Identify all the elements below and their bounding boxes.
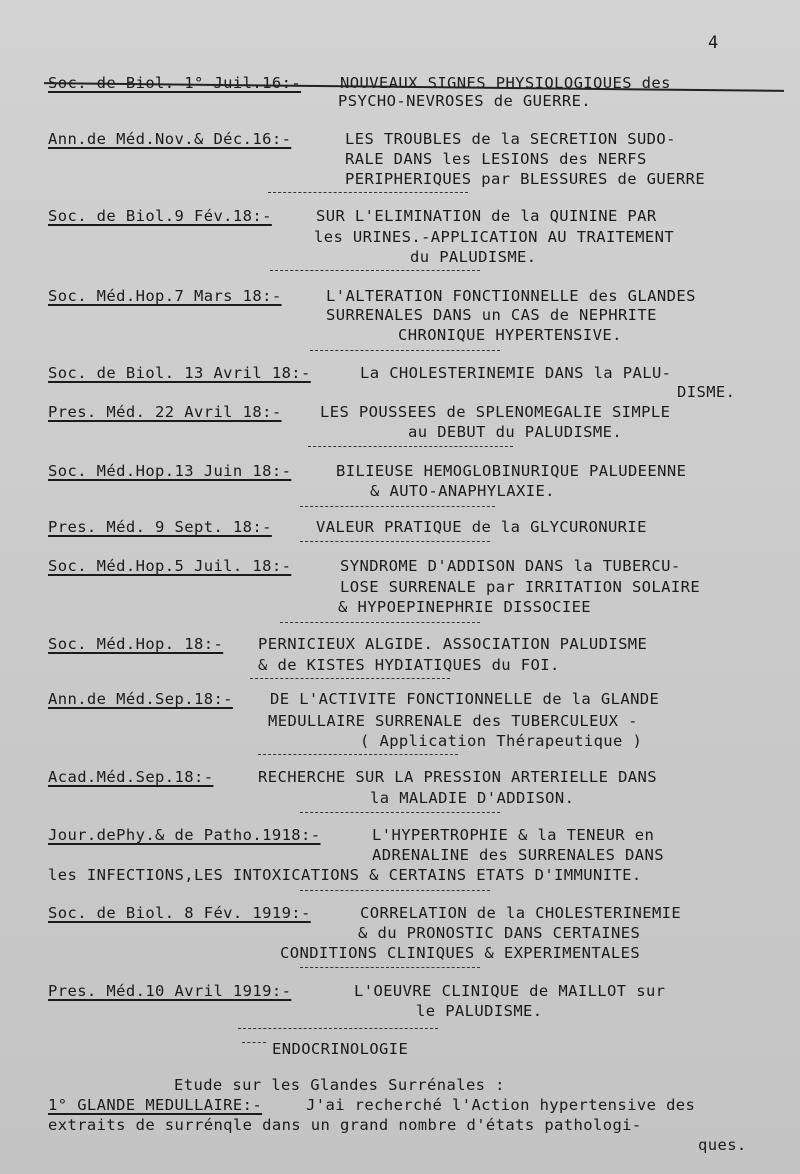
separator-dashes xyxy=(250,678,450,679)
entry-title-line: la MALADIE D'ADDISON. xyxy=(370,789,575,807)
entry-title-line: SUR L'ELIMINATION de la QUININE PAR xyxy=(316,207,657,225)
entry-title-line: L'HYPERTROPHIE & la TENEUR en xyxy=(372,826,655,844)
entry-title-line: L'OEUVRE CLINIQUE de MAILLOT sur xyxy=(354,982,666,1000)
section-heading: ENDOCRINOLOGIE xyxy=(272,1040,409,1058)
entry-source: Soc. de Biol. 13 Avril 18:- xyxy=(48,364,311,382)
separator-dashes xyxy=(300,812,500,813)
entry-title-line: SYNDROME D'ADDISON DANS la TUBERCU- xyxy=(340,557,681,575)
entry-title-line: ADRENALINE des SURRENALES DANS xyxy=(372,846,664,864)
entry-title-line: PERIPHERIQUES par BLESSURES de GUERRE xyxy=(345,170,706,188)
entry-title-line: PERNICIEUX ALGIDE. ASSOCIATION PALUDISME xyxy=(258,635,648,653)
entry-title-line: CHRONIQUE HYPERTENSIVE. xyxy=(398,326,622,344)
entry-title-line: BILIEUSE HEMOGLOBINURIQUE PALUDEENNE xyxy=(336,462,687,480)
separator-dashes xyxy=(300,506,495,507)
entry-source: Acad.Méd.Sep.18:- xyxy=(48,768,214,786)
entry-title-line: DISME. xyxy=(677,383,736,401)
entry-title-line: LES TROUBLES de la SECRETION SUDO- xyxy=(345,130,676,148)
separator-dashes xyxy=(270,270,480,271)
section-text-line: extraits de surrénqle dans un grand nombre d'états pathologi- xyxy=(48,1116,642,1134)
entry-source: Soc. Méd.Hop.7 Mars 18:- xyxy=(48,287,282,305)
separator-dashes xyxy=(280,622,480,623)
section-text-line: ques. xyxy=(698,1136,747,1154)
entry-title-line: CONDITIONS CLINIQUES & EXPERIMENTALES xyxy=(280,944,641,962)
entry-title-line: du PALUDISME. xyxy=(410,248,537,266)
entry-title-line: les INFECTIONS,LES INTOXICATIONS & CERTAINS ETATS D'IMMUNITE. xyxy=(48,866,642,884)
entry-title-line: au DEBUT du PALUDISME. xyxy=(408,423,623,441)
entry-source: Ann.de Méd.Nov.& Déc.16:- xyxy=(48,130,292,148)
entry-title-line: & de KISTES HYDIATIQUES du FOI. xyxy=(258,656,560,674)
entry-source: Soc. de Biol. 8 Fév. 1919:- xyxy=(48,904,311,922)
entry-title-line: & HYPOEPINEPHRIE DISSOCIEE xyxy=(338,598,592,616)
section-item-label: 1° GLANDE MEDULLAIRE:- xyxy=(48,1096,263,1114)
entry-title-line: NOUVEAUX SIGNES PHYSIOLOGIQUES des xyxy=(340,74,671,92)
entry-title-line: DE L'ACTIVITE FONCTIONNELLE de la GLANDE xyxy=(270,690,660,708)
section-subheading: Etude sur les Glandes Surrénales : xyxy=(174,1076,505,1094)
separator-dashes xyxy=(310,350,500,351)
entry-source: Pres. Méd. 9 Sept. 18:- xyxy=(48,518,272,536)
separator-dashes xyxy=(258,754,458,755)
entry-source: Pres. Méd. 22 Avril 18:- xyxy=(48,403,282,421)
separator-dashes xyxy=(308,446,513,447)
entry-title-line: VALEUR PRATIQUE de la GLYCURONURIE xyxy=(316,518,647,536)
entry-source: Ann.de Méd.Sep.18:- xyxy=(48,690,233,708)
entry-title-line: CORRELATION de la CHOLESTERINEMIE xyxy=(360,904,682,922)
entry-title-line: RALE DANS les LESIONS des NERFS xyxy=(345,150,647,168)
page-number: 4 xyxy=(708,33,719,53)
separator-dashes xyxy=(238,1028,438,1029)
entry-title-line: LOSE SURRENALE par IRRITATION SOLAIRE xyxy=(340,578,701,596)
entry-source: Soc. Méd.Hop.13 Juin 18:- xyxy=(48,462,292,480)
entry-title-line: ( Application Thérapeutique ) xyxy=(360,732,643,750)
entry-source: Soc. de Biol. 1° Juil.16:- xyxy=(48,74,302,92)
entry-title-line: LES POUSSEES de SPLENOMEGALIE SIMPLE xyxy=(320,403,671,421)
separator-dashes xyxy=(268,192,468,193)
entry-source: Soc. Méd.Hop. 18:- xyxy=(48,635,224,653)
separator-dashes xyxy=(300,967,480,968)
entry-title-line: les URINES.-APPLICATION AU TRAITEMENT xyxy=(314,228,675,246)
separator-dashes xyxy=(300,541,490,542)
entry-title-line: & du PRONOSTIC DANS CERTAINES xyxy=(358,924,641,942)
entry-source: Pres. Méd.10 Avril 1919:- xyxy=(48,982,292,1000)
section-text-line: J'ai recherché l'Action hypertensive des xyxy=(306,1096,696,1114)
entry-title-line: RECHERCHE SUR LA PRESSION ARTERIELLE DANS xyxy=(258,768,658,786)
entry-title-line: MEDULLAIRE SURRENALE des TUBERCULEUX - xyxy=(268,712,638,730)
entry-title-line: & AUTO-ANAPHYLAXIE. xyxy=(370,482,555,500)
entry-title-line: SURRENALES DANS un CAS de NEPHRITE xyxy=(326,306,657,324)
separator-dashes xyxy=(300,890,490,891)
entry-title-line: L'ALTERATION FONCTIONNELLE des GLANDES xyxy=(326,287,696,305)
separator-dashes xyxy=(242,1042,266,1043)
entry-title-line: La CHOLESTERINEMIE DANS la PALU- xyxy=(360,364,672,382)
entry-title-line: le PALUDISME. xyxy=(416,1002,543,1020)
entry-title-line: PSYCHO-NEVROSES de GUERRE. xyxy=(338,92,592,110)
entry-source: Soc. Méd.Hop.5 Juil. 18:- xyxy=(48,557,292,575)
entry-source: Soc. de Biol.9 Fév.18:- xyxy=(48,207,272,225)
entry-source: Jour.dePhy.& de Patho.1918:- xyxy=(48,826,321,844)
